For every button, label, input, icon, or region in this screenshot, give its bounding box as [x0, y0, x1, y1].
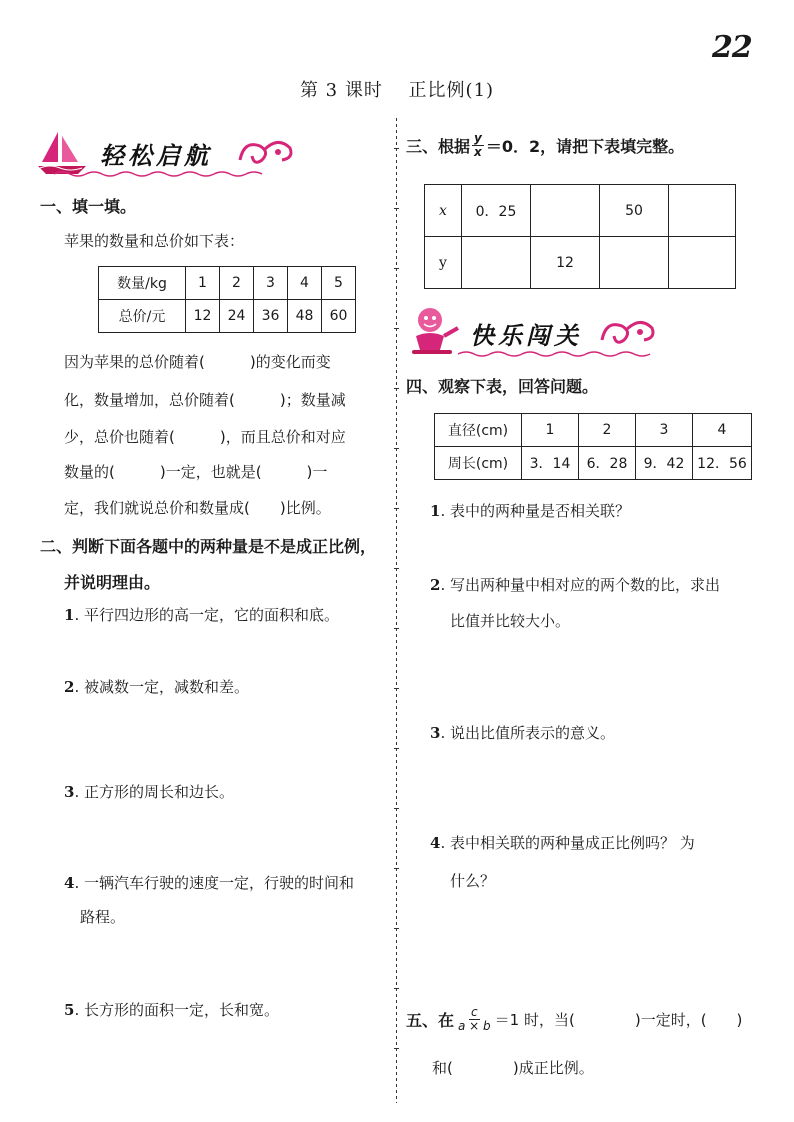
- table-cell: 5: [322, 267, 356, 300]
- table-cell: 12．56: [693, 447, 752, 480]
- section1-line-1: 因为苹果的总价随着( )的变化而变: [64, 353, 331, 371]
- xy-ratio-table: [424, 184, 736, 289]
- section4-item-2: [430, 574, 720, 595]
- item-text: . 长方形的面积一定，长和宽。: [74, 1001, 279, 1019]
- section5-line-2: 和( )成正比例。: [432, 1059, 594, 1077]
- table-cell: 总价/元: [99, 300, 186, 333]
- section3-prefix: 三、根据: [406, 137, 471, 156]
- section1-line-2: 化，数量增加，总价随着( )；数量减: [64, 391, 346, 409]
- item-text: . 说出比值所表示的意义。: [440, 724, 615, 742]
- table-cell: [669, 237, 736, 289]
- table-row: [425, 237, 736, 289]
- section1-line-4: 数量的( )一定，也就是( )一: [64, 463, 328, 481]
- table-row: [435, 414, 752, 447]
- table-cell: x: [425, 185, 462, 237]
- section2-item-3: [64, 781, 234, 802]
- section4-item-1: [430, 500, 630, 521]
- fraction-denominator: a × b: [458, 1019, 491, 1033]
- section1-intro: 苹果的数量和总价如下表：: [64, 232, 245, 250]
- table-cell: 24: [220, 300, 254, 333]
- banner-easy-start-text: 轻松启航: [100, 142, 212, 170]
- table-row: [99, 300, 356, 333]
- item-number: 3: [430, 724, 441, 742]
- table-cell: 6．28: [579, 447, 636, 480]
- wave-underline-icon: [54, 170, 264, 178]
- section5-heading: [406, 1006, 742, 1033]
- section2-item-4: [64, 872, 354, 893]
- table-row: [99, 267, 356, 300]
- c-over-ab-fraction: [456, 1006, 493, 1033]
- fraction-numerator: c: [471, 1005, 478, 1019]
- table-cell: 数量/kg: [99, 267, 186, 300]
- wave-underline-icon: [458, 350, 658, 358]
- table-cell: 48: [288, 300, 322, 333]
- table-cell: 0．25: [462, 185, 531, 237]
- section4-item-4-cont: 什么？: [450, 872, 496, 890]
- table-cell: 36: [254, 300, 288, 333]
- item-text: . 正方形的周长和边长。: [74, 783, 234, 801]
- section3-heading: [406, 132, 684, 159]
- cartoon-kid-icon: [406, 304, 464, 358]
- section4-heading: 四、观察下表，回答问题。: [406, 377, 599, 396]
- item-number: 4: [430, 834, 441, 852]
- section1-heading: 一、填一填。: [40, 197, 137, 216]
- swirl-ornament-icon: [234, 130, 294, 174]
- item-text: . 表中相关联的两种量成正比例吗？ 为: [440, 834, 695, 852]
- item-number: 1: [430, 502, 441, 520]
- item-number: 4: [64, 874, 75, 892]
- banner-easy-start: [36, 126, 296, 178]
- table-cell: 直径(cm): [435, 414, 522, 447]
- table-cell: 50: [600, 185, 669, 237]
- table-cell: 4: [288, 267, 322, 300]
- table-cell: 3．14: [522, 447, 579, 480]
- item-text: . 表中的两种量是否相关联？: [440, 502, 630, 520]
- section2-item-2: [64, 676, 249, 697]
- table-cell: 12: [186, 300, 220, 333]
- item-text: . 一辆汽车行驶的速度一定，行驶的时间和: [74, 874, 354, 892]
- table-cell: 3: [636, 414, 693, 447]
- section4-item-3: [430, 722, 615, 743]
- table-cell: 60: [322, 300, 356, 333]
- section2-item-1: [64, 604, 339, 625]
- table-cell: 2: [220, 267, 254, 300]
- banner-happy-challenge-text: 快乐闯关: [470, 322, 582, 350]
- item-number: 3: [64, 783, 75, 801]
- table-cell: y: [425, 237, 462, 289]
- fraction-denominator: x: [474, 145, 482, 159]
- table-cell: 4: [693, 414, 752, 447]
- table-cell: [531, 185, 600, 237]
- table-row: [435, 447, 752, 480]
- section5-prefix: 五、在: [406, 1011, 455, 1030]
- section2-heading: 二、判断下面各题中的两种量是不是成正比例，: [40, 537, 377, 556]
- section2-item-5: [64, 999, 279, 1020]
- item-text: . 平行四边形的高一定，它的面积和底。: [74, 606, 339, 624]
- fraction-numerator: y: [474, 131, 482, 145]
- section1-line-3: 少，总价也随着( )，而且总价和对应: [64, 428, 346, 446]
- section2-item-4-cont: 路程。: [80, 908, 126, 926]
- page-number: 22: [712, 30, 752, 65]
- apple-price-table: [98, 266, 356, 333]
- section2-heading-cont: 并说明理由。: [64, 573, 161, 592]
- column-divider: [392, 118, 401, 1103]
- item-number: 2: [430, 576, 441, 594]
- y-over-x-fraction: [472, 132, 484, 159]
- section4-item-2-cont: 比值并比较大小。: [450, 612, 571, 630]
- table-cell: 周长(cm): [435, 447, 522, 480]
- section3-suffix: ＝0．2，请把下表填完整。: [485, 137, 685, 156]
- section1-line-5: 定，我们就说总价和数量成( )比例。: [64, 499, 331, 517]
- swirl-ornament-icon: [596, 310, 656, 354]
- table-cell: [600, 237, 669, 289]
- table-cell: 1: [186, 267, 220, 300]
- item-number: 5: [64, 1001, 75, 1019]
- section5-suffix: ＝1 时，当( )一定时，( ): [494, 1011, 743, 1029]
- table-cell: [669, 185, 736, 237]
- item-text: . 被减数一定，减数和差。: [74, 678, 249, 696]
- table-row: [425, 185, 736, 237]
- table-cell: 1: [522, 414, 579, 447]
- circle-diameter-table: [434, 413, 752, 480]
- lesson-title: 第 3 课时 正比例(1): [299, 80, 495, 101]
- item-text: . 写出两种量中相对应的两个数的比，求出: [440, 576, 720, 594]
- banner-happy-challenge: [406, 304, 666, 356]
- table-cell: 3: [254, 267, 288, 300]
- table-cell: [462, 237, 531, 289]
- table-cell: 12: [531, 237, 600, 289]
- item-number: 2: [64, 678, 75, 696]
- section4-item-4: [430, 832, 695, 853]
- table-cell: 2: [579, 414, 636, 447]
- table-cell: 9．42: [636, 447, 693, 480]
- item-number: 1: [64, 606, 75, 624]
